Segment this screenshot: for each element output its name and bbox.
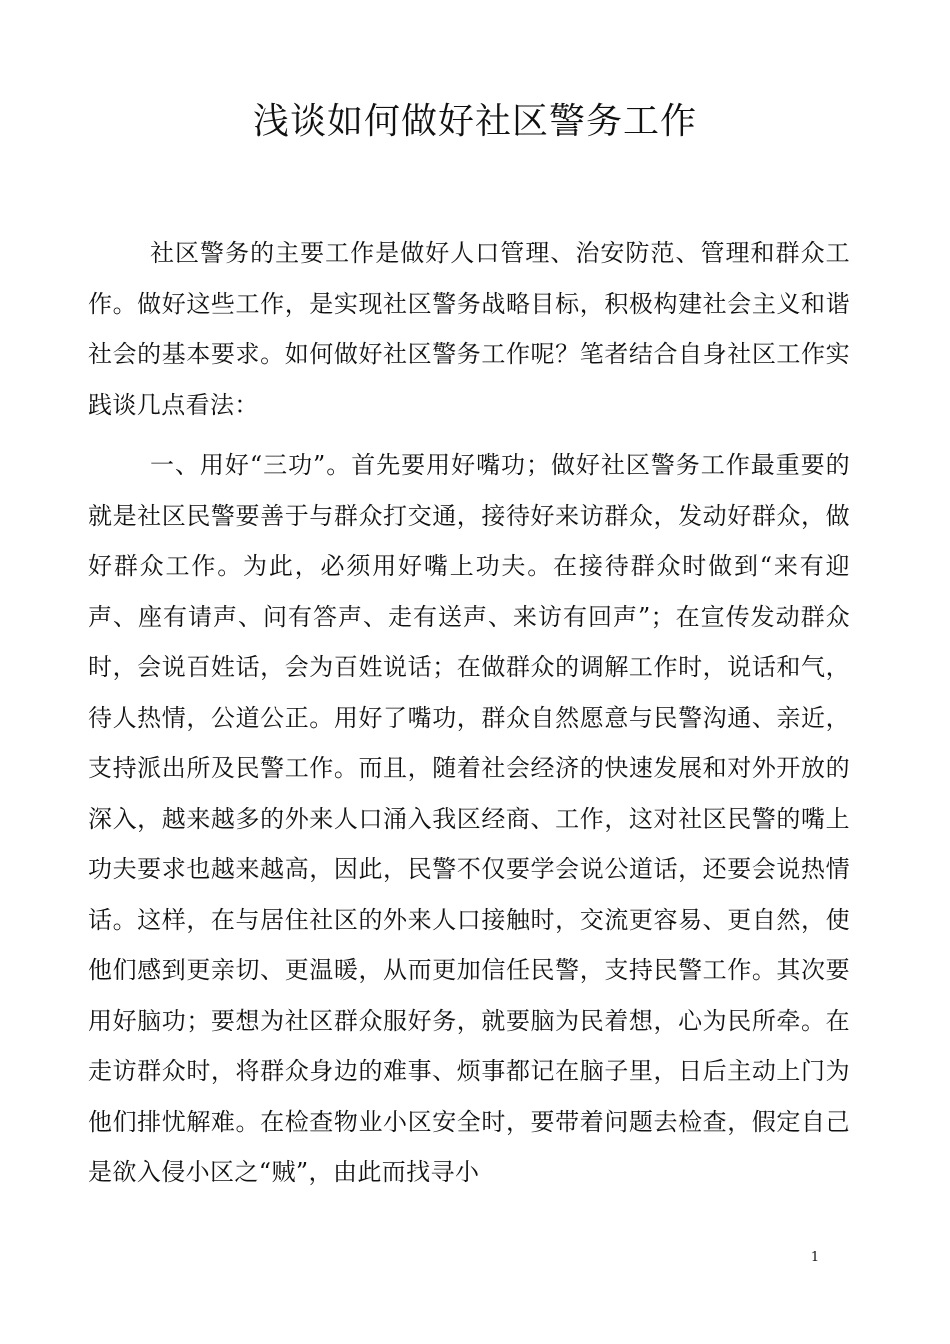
paragraph-intro: 社区警务的主要工作是做好人口管理、治安防范、管理和群众工作。做好这些工作，是实现社区警务战略目标，积极构建社会主义和谐社会的基本要求。如何做好社区警务工作呢？笔者结合自身社区工作实践谈几点看法： (88, 239, 850, 419)
document-title: 浅谈如何做好社区警务工作 (252, 101, 697, 142)
paragraph-section-one: 一、用好“三功”。首先要用好嘴功；做好社区警务工作最重要的就是社区民警要善于与群众打交通，接待好来访群众，发动好群众，做好群众工作。为此，必须用好嘴上功夫。在接待群众时做到“来有迎声、座有请声、问有答声、走有送声、来访有回声”；在宣传发动群众时，会说百姓话，会为百姓说话；在做群众的调解工作时，说话和气，待人热情，公道公正。用好了嘴功，群众自然愿意与民警沟通、亲近，支持派出所及民警工作。而且，随着社会经济的快速发展和对外开放的深入，越来越多的外来人口涌入我区经商、工作，这对社区民警的嘴上功夫要求也越来越高，因此，民警不仅要学会说公道话，还要会说热情话。这样，在与居住社区的外来人口接触时，交流更容易、更自然，使他们感到更亲切、更温暖，从而更加信任民警，支持民警工作。其次要用好脑功；要想为社区群众服好务，就要脑为民着想，心为民所牵。在走访群众时，将群众身边的难事、烦事都记在脑子里，日后主动上门为他们排忧解难。在检查物业小区安全时，要带着问题去检查，假定自己是欲入侵小区之“贼”，由此而找寻小 (88, 451, 850, 1186)
page-number: 1 (810, 1250, 820, 1265)
document-body (88, 228, 850, 1208)
